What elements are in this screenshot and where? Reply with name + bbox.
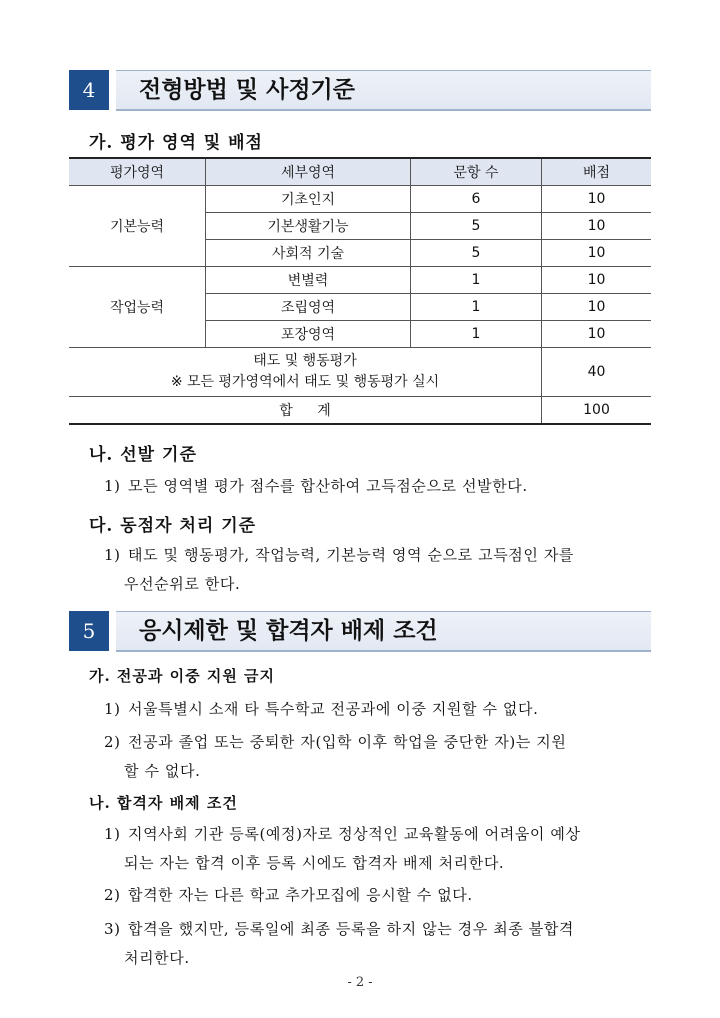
item-text-line: 전공과 졸업 또는 중퇴한 자(입학 이후 학업을 중단한 자)는 지원 [128, 733, 567, 751]
item-text-line: 지역사회 기관 등록(예정)자로 정상적인 교육활동에 어려움이 예상 [128, 825, 581, 843]
subheading-selection-criteria: 나. 선발 기준 [89, 445, 197, 465]
item-number: 1) [104, 825, 121, 843]
item-number: 2) [104, 733, 121, 751]
page-number: - 2 - [347, 975, 373, 990]
area-cell: 기본능력 [69, 186, 206, 267]
list-item [104, 881, 664, 910]
column-header: 배점 [542, 158, 652, 186]
list-item [104, 472, 664, 501]
score-cell: 40 [542, 348, 652, 397]
item-number: 1) [104, 546, 121, 564]
total-label: 합 계 [69, 397, 542, 425]
score-table [69, 157, 651, 425]
area-cell: 작업능력 [69, 267, 206, 348]
item-number: 1) [104, 700, 121, 718]
item-text-line: 처리한다. [124, 949, 190, 967]
list-item [104, 695, 664, 724]
attitude-cell [69, 348, 542, 397]
item-text-line: 되는 자는 합격 이후 등록 시에도 합격자 배제 처리한다. [124, 854, 505, 872]
detail-cell: 포장영역 [206, 321, 411, 348]
detail-cell: 사회적 기술 [206, 240, 411, 267]
count-cell: 6 [411, 186, 542, 213]
attitude-label: 태도 및 행동평가 [253, 353, 357, 369]
item-number: 2) [104, 886, 121, 904]
table-row [69, 186, 651, 213]
item-number: 1) [104, 477, 121, 495]
item-number: 3) [104, 920, 121, 938]
table-header-row [69, 158, 651, 186]
count-cell: 1 [411, 321, 542, 348]
list-item [104, 820, 664, 878]
score-cell: 10 [542, 213, 652, 240]
column-header: 세부영역 [206, 158, 411, 186]
detail-cell: 변별력 [206, 267, 411, 294]
count-cell: 5 [411, 213, 542, 240]
detail-cell: 조립영역 [206, 294, 411, 321]
count-cell: 1 [411, 294, 542, 321]
column-header: 평가영역 [69, 158, 206, 186]
table-row [69, 267, 651, 294]
total-score: 100 [542, 397, 652, 425]
section-header-4 [69, 70, 651, 110]
subheading-tie-break: 다. 동점자 처리 기준 [89, 516, 257, 536]
item-text: 모든 영역별 평가 점수를 합산하여 고득점순으로 선발한다. [128, 477, 528, 495]
item-text: 서울특별시 소재 타 특수학교 전공과에 이중 지원할 수 없다. [128, 700, 539, 718]
subheading-dual-application: 가. 전공과 이중 지원 금지 [89, 667, 276, 685]
item-text-line: 태도 및 행동평가, 작업능력, 기본능력 영역 순으로 고득점인 자를 [128, 546, 575, 564]
section-number: 4 [69, 70, 109, 110]
list-item [104, 541, 664, 599]
score-cell: 10 [542, 267, 652, 294]
detail-cell: 기초인지 [206, 186, 411, 213]
list-item [104, 915, 664, 973]
section-number: 5 [69, 611, 109, 651]
section-header-5 [69, 611, 651, 651]
score-cell: 10 [542, 240, 652, 267]
table-row-attitude [69, 348, 651, 397]
section-title: 응시제한 및 합격자 배제 조건 [139, 618, 438, 644]
column-header: 문항 수 [411, 158, 542, 186]
score-cell: 10 [542, 294, 652, 321]
score-cell: 10 [542, 186, 652, 213]
section-title: 전형방법 및 사정기준 [139, 77, 355, 103]
detail-cell: 기본생활기능 [206, 213, 411, 240]
list-item [104, 728, 664, 786]
item-text: 합격한 자는 다른 학교 추가모집에 응시할 수 없다. [128, 886, 473, 904]
score-cell: 10 [542, 321, 652, 348]
table-row-total [69, 397, 651, 425]
attitude-note: ※ 모든 평가영역에서 태도 및 행동평가 실시 [170, 374, 440, 390]
count-cell: 1 [411, 267, 542, 294]
item-text-line: 우선순위로 한다. [124, 575, 241, 593]
count-cell: 5 [411, 240, 542, 267]
subheading-evaluation-areas: 가. 평가 영역 및 배점 [89, 133, 263, 153]
subheading-exclusion: 나. 합격자 배제 조건 [89, 794, 238, 812]
item-text-line: 합격을 했지만, 등록일에 최종 등록을 하지 않는 경우 최종 불합격 [128, 920, 575, 938]
item-text-line: 할 수 없다. [124, 762, 201, 780]
